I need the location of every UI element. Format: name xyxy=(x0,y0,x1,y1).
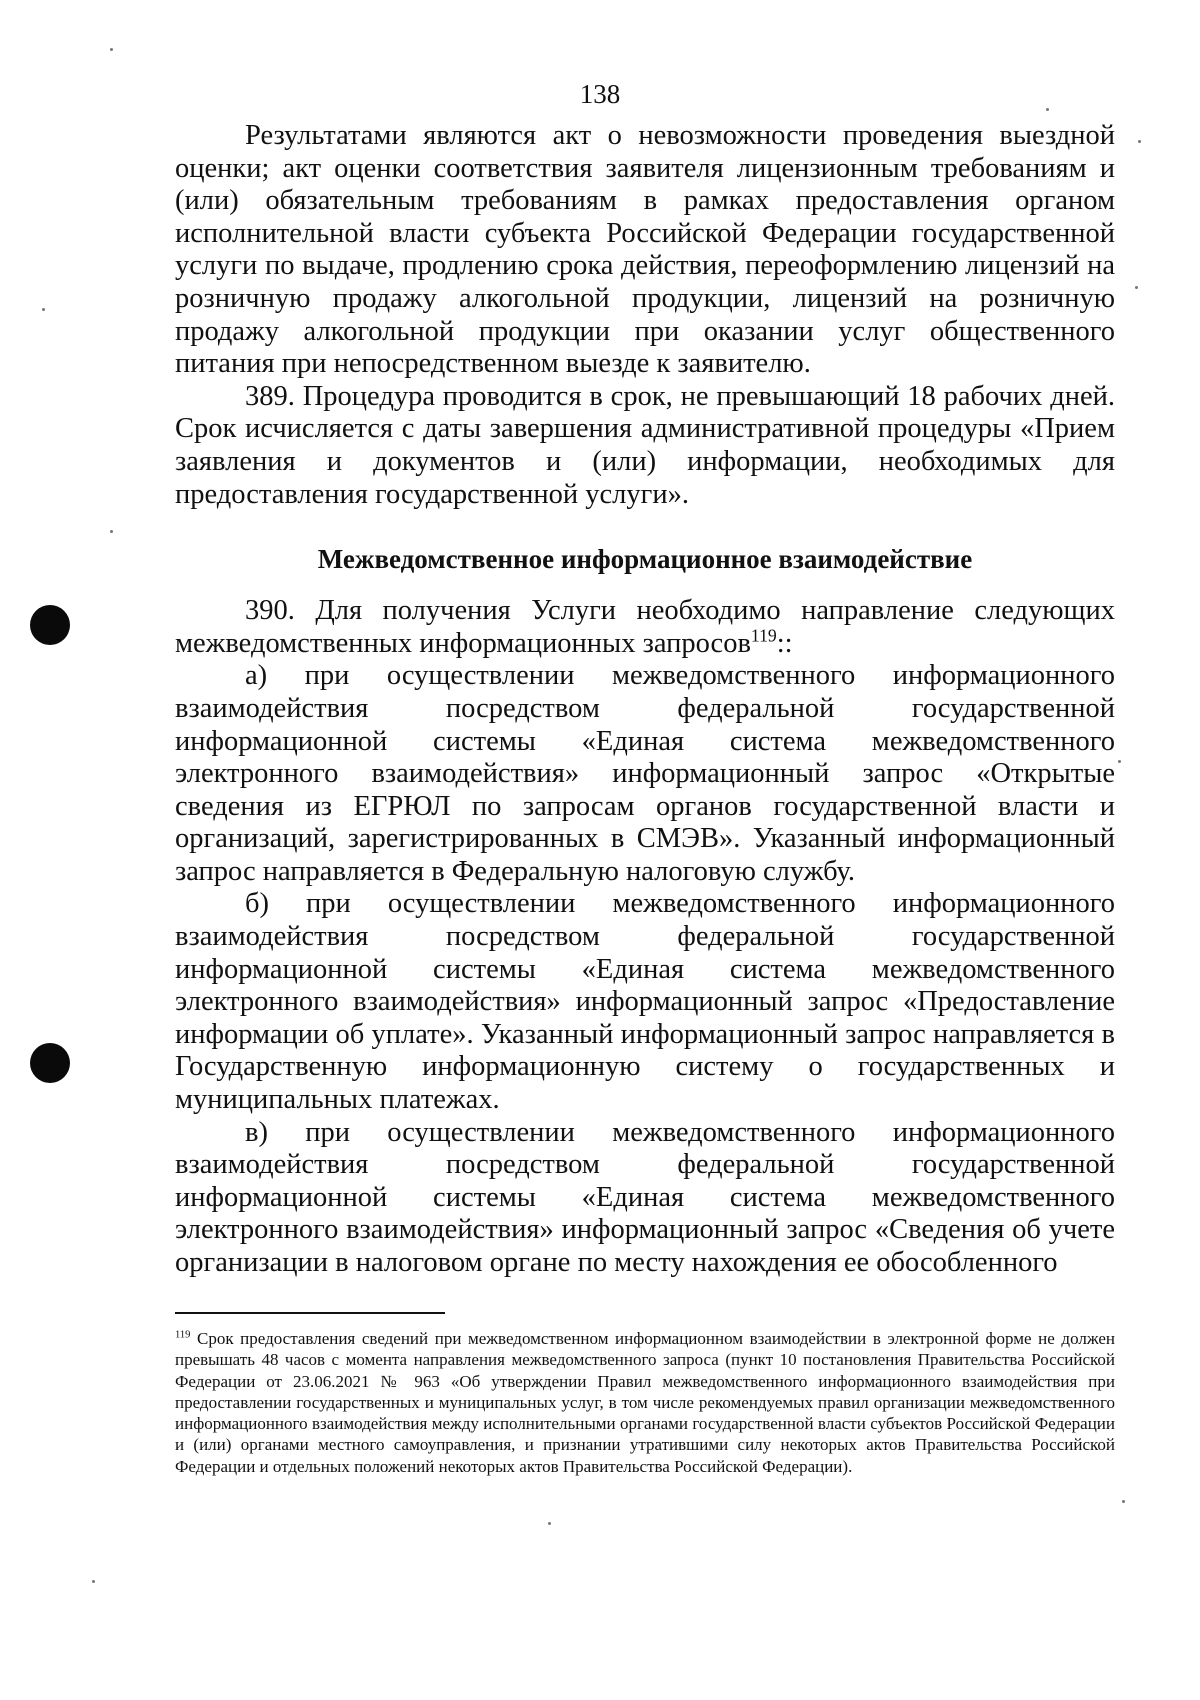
list-item-a: а) при осуществлении межведомственного информационного взаимодействия посредством федеральной государственной информационной системы «Единая система межведомственного электронного взаимодействия» информационный запрос «Открытые сведения из ЕГРЮЛ по запросам органов государственной власти и организаций, зарегистрированных в СМЭВ». Указанный информационный запрос направляется в Федеральную налоговую службу. xyxy=(175,660,1115,887)
footnote-119 xyxy=(175,1328,1115,1477)
paragraph-390 xyxy=(175,595,1115,660)
paragraph-389: 389. Процедура проводится в срок, не превышающий 18 рабочих дней. Срок исчисляется с даты завершения административной процедуры «Прием заявления и документов и (или) информации, необходимых для предоставления государственной услуги». xyxy=(175,380,1115,510)
scan-speck xyxy=(110,48,113,51)
scan-speck xyxy=(42,308,45,311)
scan-speck xyxy=(110,530,113,533)
paragraph-390-text: 390. Для получения Услуги необходимо направление следующих межведомственных информационных запросов xyxy=(175,595,1115,659)
scan-speck xyxy=(1122,1500,1125,1503)
scan-speck xyxy=(1138,140,1141,143)
paragraph-results: Результатами являются акт о невозможности проведения выездной оценки; акт оценки соответствия заявителя лицензионным требованиям и (или) обязательным требованиям в рамках предоставления органом исполнительной власти субъекта Российской Федерации государственной услуги по выдаче, продлению срока действия, переоформлению лицензий на розничную продажу алкогольной продукции, лицензий на розничную продажу алкогольной продукции при оказании услуг общественного питания при непосредственном выезде к заявителю. xyxy=(175,120,1115,380)
scan-speck xyxy=(92,1580,95,1583)
list-item-b: б) при осуществлении межведомственного информационного взаимодействия посредством федеральной государственной информационной системы «Единая система межведомственного электронного взаимодействия» информационный запрос «Предоставление информации об уплате». Указанный информационный запрос направляется в Государственную информационную систему о государственных и муниципальных платежах. xyxy=(175,888,1115,1116)
footnote-separator xyxy=(175,1312,445,1314)
scan-speck xyxy=(1046,108,1049,111)
footnote-text: Срок предоставления сведений при межведомственном информационном взаимодействии в электронной форме не должен превышать 48 часов с момента направления межведомственного запроса (пункт 10 постановления Правительства Российской Федерации от 23.06.2021 № 963 «Об утверждении Правил межведомственного информационного взаимодействия при предоставлении государственных и муниципальных услуг, в том числе рекомендуемых правил организации межведомственного информационного взаимодействия между исполнительными органами государственной власти субъектов Российской Федерации и (или) органами местного самоуправления, и признании утратившими силу некоторых актов Правительства Российской Федерации и отдельных положений некоторых актов Правительства Российской Федерации). xyxy=(175,1329,1115,1476)
paragraph-390-suffix: :: xyxy=(776,627,793,659)
footnote-marker: 119 xyxy=(175,1329,191,1341)
page-number: 138 xyxy=(579,79,621,109)
scan-speck xyxy=(1118,760,1121,763)
scan-speck xyxy=(1135,286,1138,289)
document-body xyxy=(175,120,1115,1280)
scan-speck xyxy=(548,1522,551,1525)
punch-hole-upper xyxy=(30,605,70,645)
section-heading: Межведомственное информационное взаимодействие xyxy=(317,544,973,575)
footnote-reference: 119 xyxy=(750,625,777,646)
list-item-c: в) при осуществлении межведомственного информационного взаимодействия посредством федеральной государственной информационной системы «Единая система межведомственного электронного взаимодействия» информационный запрос «Сведения об учете организации в налоговом органе по месту нахождения ее обособленного xyxy=(175,1116,1115,1278)
punch-hole-lower xyxy=(30,1043,70,1083)
